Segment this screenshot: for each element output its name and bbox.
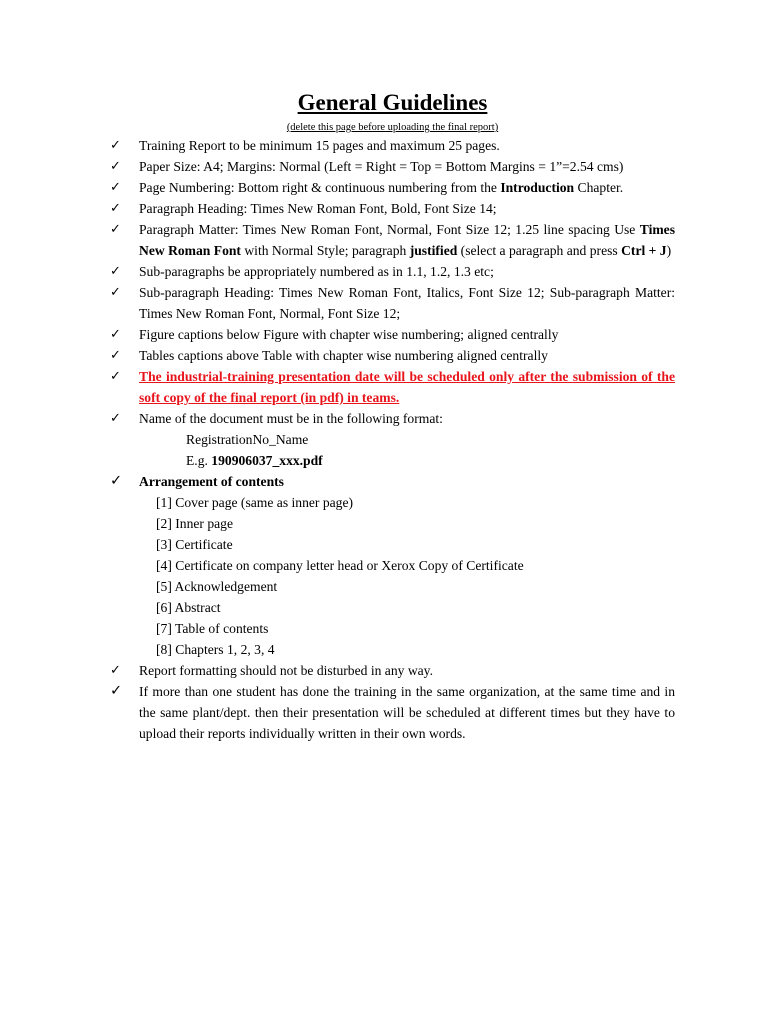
item-text: Sub-paragraph Heading: Times New Roman Font, Italics, Font Size 12; Sub-paragraph Matter: Times New Roman Font, Normal, Font Size 12; [139,285,675,321]
guidelines-list [110,135,675,744]
filename-example [139,450,675,471]
contents-entry: [3] Certificate [156,537,233,552]
item-text: Page Numbering: Bottom right & continuous numbering from the [139,180,501,195]
list-item [110,198,675,219]
page-subtitle: (delete this page before uploading the final report) [286,122,499,133]
item-text: Paper Size: A4; Margins: Normal (Left = Right = Top = Bottom Margins = 1”=2.54 cms) [139,159,624,174]
highlighted-notice: The industrial-training presentation date will be scheduled only after the submission of the soft copy of the final report (in pdf) in teams. [139,369,675,405]
item-bold-text: Times New Roman Font [139,222,675,258]
list-item [110,135,675,156]
list-item [110,324,675,345]
page-title: General Guidelines [297,90,488,115]
checkmark-icon: ✓ [110,159,121,174]
item-text: Tables captions above Table with chapter wise numbering aligned centrally [139,348,548,363]
example-filename: 190906037_xxx.pdf [211,453,323,468]
item-text: Report formatting should not be disturbed in any way. [139,663,433,678]
checkmark-icon: ✓ [110,411,121,426]
list-item [110,156,675,177]
contents-entry: [1] Cover page (same as inner page) [156,495,354,510]
checkmark-icon: ✓ [110,327,121,342]
item-bold-text: Introduction [500,180,575,195]
list-item [110,345,675,366]
contents-entry: [7] Table of contents [156,621,269,636]
list-item [110,261,675,282]
checkmark-icon: ✓ [110,348,121,363]
filename-format: RegistrationNo_Name [186,432,309,447]
checkmark-icon: ✓ [110,285,121,300]
item-text: Name of the document must be in the following format: [139,411,443,426]
checkmark-icon: ✓ [110,663,121,678]
list-item [110,471,675,660]
checkmark-icon: ✓ [110,369,121,384]
item-text: Figure captions below Figure with chapter wise numbering; aligned centrally [139,327,559,342]
document-page [110,88,675,744]
list-item [110,681,675,744]
checkmark-icon: ✓ [110,180,121,195]
list-item [110,177,675,198]
checkmark-icon: ✓ [110,473,123,489]
checkmark-icon: ✓ [110,138,121,153]
list-item [110,660,675,681]
item-text: Chapter. [574,180,624,195]
contents-entry: [8] Chapters 1, 2, 3, 4 [156,642,275,657]
item-text: Paragraph Heading: Times New Roman Font, Bold, Font Size 14; [139,201,497,216]
contents-entry: [5] Acknowledgement [156,579,278,594]
list-item [110,282,675,324]
item-text: If more than one student has done the training in the same organization, at the same time and in the same plant/dept. then their presentation will be scheduled at different times but they have to upload their reports individually written in their own words. [139,684,675,741]
contents-entry: [4] Certificate on company letter head or Xerox Copy of Certificate [156,558,524,573]
item-text: Paragraph Matter: Times New Roman Font, Normal, Font Size 12; 1.25 line spacing Use [139,222,640,237]
list-item [110,366,675,408]
item-bold-text: Ctrl + J [621,243,667,258]
contents-entry: [2] Inner page [156,516,233,531]
checkmark-icon: ✓ [110,683,123,699]
checkmark-icon: ✓ [110,201,121,216]
list-item [110,219,675,261]
contents-entry: [6] Abstract [156,600,221,615]
item-text: (select a paragraph and press [457,243,622,258]
example-prefix: E.g. [186,453,212,468]
item-text: Sub-paragraphs be appropriately numbered as in 1.1, 1.2, 1.3 etc; [139,264,494,279]
checkmark-icon: ✓ [110,264,121,279]
item-bold-text: justified [409,243,458,258]
item-text: ) [666,243,672,258]
checkmark-icon: ✓ [110,222,121,237]
section-heading: Arrangement of contents [139,474,284,489]
item-text: Training Report to be minimum 15 pages and maximum 25 pages. [139,138,500,153]
item-text: with Normal Style; paragraph [240,243,410,258]
list-item [110,408,675,471]
